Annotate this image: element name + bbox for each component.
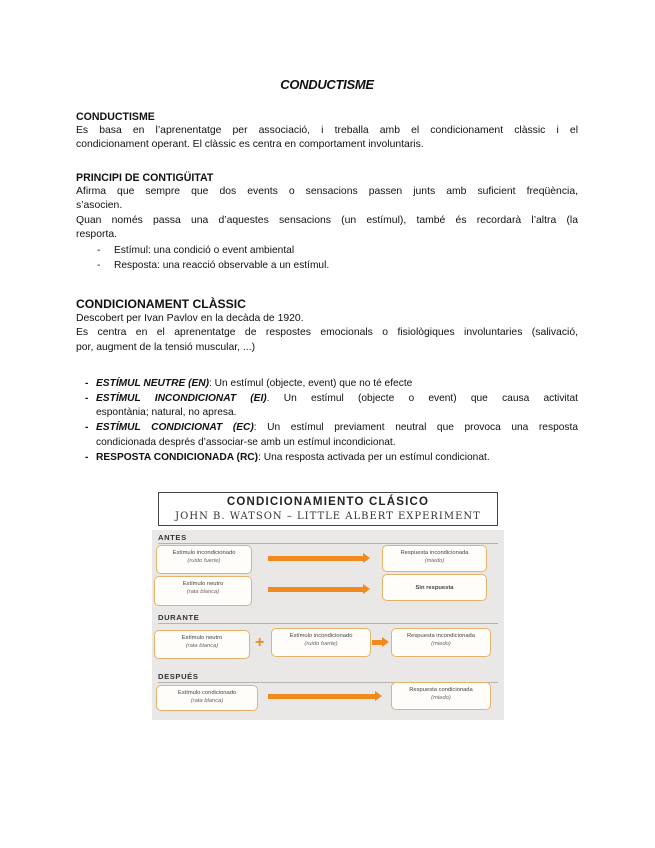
node-no-response xyxy=(382,574,487,601)
node-sublabel: (miedo) xyxy=(431,695,451,701)
stage-label-durante: DURANTE xyxy=(158,613,200,622)
node-label: Estímulo neutro xyxy=(181,635,223,641)
list-item: - ESTÍMUL CONDICIONAT (EC): Un estímul previament neutral que provoca una resposta condicionada després d’associar-se amb un estímul incondicionat. xyxy=(76,421,578,450)
term-definition-cont: espontània; natural, no apresa. xyxy=(96,407,237,419)
node-sublabel: (rata blanca) xyxy=(190,698,224,704)
paragraph-line xyxy=(76,124,578,153)
section-heading: PRINCIPI DE CONTIGÜITAT xyxy=(76,172,214,184)
section-heading: CONDICIONAMENT CLÀSSIC xyxy=(76,297,246,311)
node-sublabel: (ruido fuerte) xyxy=(187,558,221,564)
node-sublabel: (miedo) xyxy=(424,558,445,564)
stage-label-antes: ANTES xyxy=(158,533,187,542)
definition-list xyxy=(76,243,578,274)
divider xyxy=(158,543,498,544)
term: ESTÍMUL CONDICIONAT (EC) xyxy=(96,422,254,434)
term-definition: : Un estímul previament neutral que provoca una resposta xyxy=(253,422,578,434)
node-label: Respuesta condicionada xyxy=(409,687,473,693)
paragraph xyxy=(76,185,578,243)
term-definition-cont: condicionada després d’associar-se amb un estímul incondicionat. xyxy=(96,436,396,448)
section-classic xyxy=(76,297,578,355)
terms-list xyxy=(76,377,578,465)
plus-icon: + xyxy=(255,634,265,651)
diagram-title-box xyxy=(158,492,498,526)
text-line: resporta. xyxy=(76,229,118,241)
term-definition: . Un estímul (objecte o event) que causa activitat xyxy=(266,392,578,404)
node-conditioned-stimulus xyxy=(156,685,258,711)
node-label: Estímulo incondicionado xyxy=(289,633,353,639)
node-neutral-stimulus xyxy=(154,576,252,606)
node-unconditioned-response xyxy=(382,545,487,572)
diagram-title: CONDICIONAMIENTO CLÁSICO xyxy=(226,496,430,508)
section-conductisme xyxy=(76,111,578,153)
list-item: - ESTÍMUL NEUTRE (EN): Un estímul (objecte, event) que no té efecte xyxy=(85,378,413,389)
text-line: Es basa en l’aprenentatge per associació, i treballa amb el condicionament clàssic i el xyxy=(76,125,578,136)
term-definition: : Un estímul (objecte, event) que no té efecte xyxy=(209,378,413,389)
node-unconditioned-stimulus xyxy=(156,545,252,574)
arrow-icon xyxy=(372,640,383,645)
node-conditioned-response xyxy=(391,682,491,710)
conditioning-diagram xyxy=(152,487,504,720)
node-label: Respuesta incondicionada xyxy=(406,633,475,639)
term: ESTÍMUL NEUTRE (EN) xyxy=(96,378,210,389)
diagram-subtitle: JOHN B. WATSON – LITTLE ALBERT EXPERIMENT xyxy=(175,511,481,522)
node-sublabel: (miedo) xyxy=(431,641,451,647)
divider xyxy=(158,623,498,624)
term: RESPOSTA CONDICIONADA (RC) xyxy=(96,451,259,463)
list-item: - ESTÍMUL INCONDICIONAT (EI). Un estímul (objecte o event) que causa activitat espontània; natural, no apresa. xyxy=(76,392,578,421)
node-label: Estímulo neutro xyxy=(182,581,224,587)
section-contiguitat xyxy=(76,172,578,274)
node-label: Respuesta incondicionada xyxy=(400,550,469,556)
node-unconditioned-response xyxy=(391,628,491,657)
text-line: condicionament operant. El clàssic es centra en comportament involuntaris. xyxy=(76,139,424,151)
section-heading: CONDUCTISME xyxy=(76,111,155,123)
node-label: Sin respuesta xyxy=(415,585,454,591)
node-sublabel: (rata blanca) xyxy=(185,643,219,649)
arrow-icon xyxy=(268,587,364,592)
node-sublabel: (ruido fuerte) xyxy=(304,641,338,647)
list-item: - RESPOSTA CONDICIONADA (RC): Una resposta activada per un estímul condicionat. xyxy=(85,451,490,463)
term-definition: : Una resposta activada per un estímul condicionat. xyxy=(258,451,490,463)
text-line: Quan només passa una d’aquestes sensacions (un estímul), també és recordarà l’altra (la xyxy=(76,214,578,226)
paragraph xyxy=(76,312,578,355)
node-label: Estímulo condicionado xyxy=(177,690,237,696)
text-line: Es centra en el aprenentatge de respostes emocionals o fisiològiques involuntaries (salivació, xyxy=(76,327,578,339)
list-item: - Resposta: una reacció observable a un estímul. xyxy=(97,260,330,272)
node-sublabel: (rata blanca) xyxy=(186,589,220,595)
text-line: Descobert per Ivan Pavlov en la decàda de 1920. xyxy=(76,313,304,324)
stage-label-despues: DESPUÉS xyxy=(158,672,199,681)
list-item-text: Resposta: una reacció observable a un estímul. xyxy=(114,260,330,272)
text-line: Afirma que sempre que dos events o sensacions passen junts amb suficient freqüència, xyxy=(76,186,578,197)
text-line: por, augment de la tensió muscular, ...) xyxy=(76,341,256,353)
arrow-icon xyxy=(268,556,364,561)
node-label: Estímulo incondicionado xyxy=(172,550,236,556)
list-item-text: Estímul: una condició o event ambiental xyxy=(114,244,295,256)
classic-terms xyxy=(76,377,578,465)
list-item: - Estímul: una condició o event ambiental xyxy=(97,244,295,256)
diagram-header xyxy=(152,487,504,530)
text-line: s’asocien. xyxy=(76,200,123,212)
arrow-icon xyxy=(268,694,376,699)
node-unconditioned-stimulus xyxy=(271,628,371,657)
node-neutral-stimulus xyxy=(154,630,250,659)
term: ESTÍMUL INCONDICIONAT (EI) xyxy=(96,392,267,404)
document-title: CONDUCTISME xyxy=(280,77,374,92)
